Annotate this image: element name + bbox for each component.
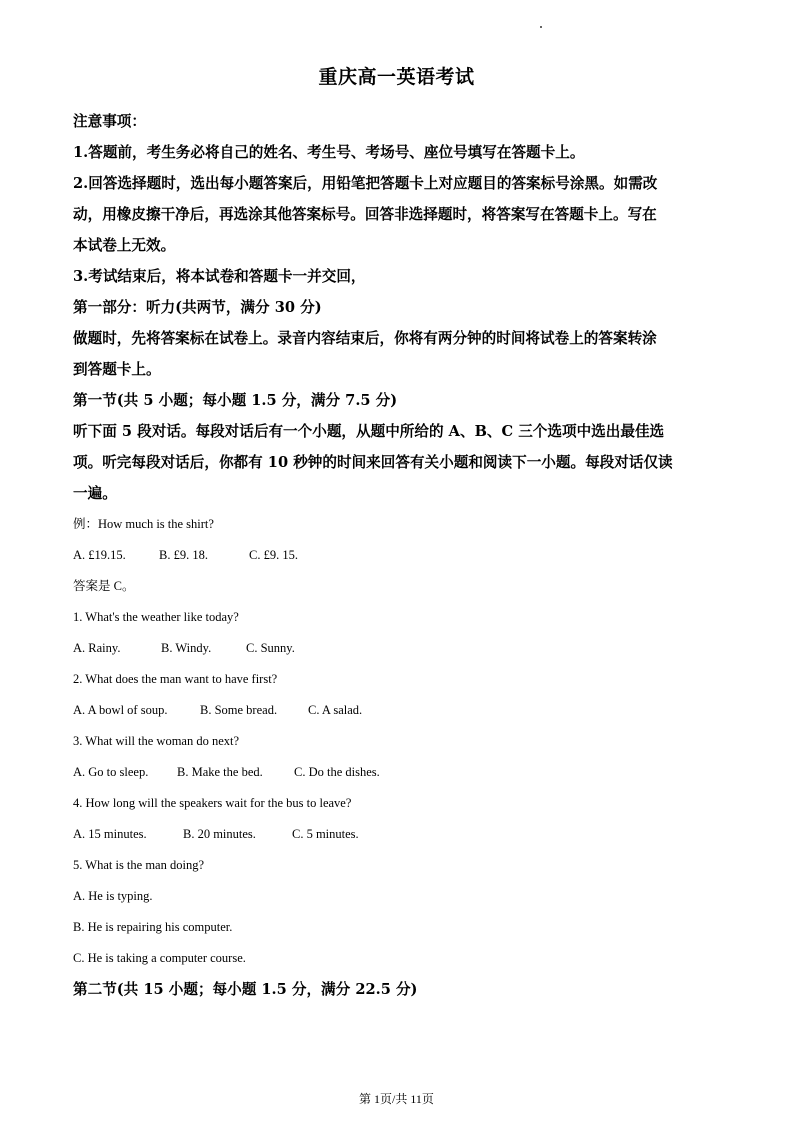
exam-body	[73, 106, 723, 1005]
question-5-option-a: A. He is typing.	[73, 889, 153, 903]
part1-intro-line: 到答题卡上。	[73, 361, 161, 378]
option: C. £9. 15.	[249, 548, 298, 562]
example-question: 例：How much is the shirt?	[73, 517, 214, 531]
notice-heading: 注意事项：	[73, 113, 146, 130]
section2-heading: 第二节(共 15 小题；每小题 1.5 分，满分 22.5 分)	[73, 981, 418, 998]
option: A. A bowl of soup.	[73, 703, 168, 717]
section1-intro-line: 听下面 5 段对话。每段对话后有一个小题，从题中所给的 A、B、C 三个选项中选出最佳选	[73, 423, 665, 440]
page-footer: 第 1页/共 11页	[359, 1092, 434, 1106]
option: B. Windy.	[161, 641, 212, 655]
option: A. Rainy.	[73, 641, 121, 655]
option: B. 20 minutes.	[183, 827, 256, 841]
question-4-options	[73, 819, 723, 850]
notice-line: 2.回答选择题时，选出每小题答案后，用铅笔把答题卡上对应题目的答案标号涂黑。如需改	[73, 175, 658, 192]
option: A. Go to sleep.	[73, 765, 149, 779]
example-answer: 答案是 C。	[73, 579, 135, 593]
question-2: 2. What does the man want to have first?	[73, 672, 278, 686]
notice-line: 本试卷上无效。	[73, 237, 176, 254]
option: B. £9. 18.	[159, 548, 208, 562]
section1-heading: 第一节(共 5 小题；每小题 1.5 分，满分 7.5 分)	[73, 392, 398, 409]
scan-dot	[540, 26, 542, 28]
option: C. 5 minutes.	[292, 827, 359, 841]
question-3-options	[73, 757, 723, 788]
option: A. £19.15.	[73, 548, 126, 562]
option: B. Make the bed.	[177, 765, 263, 779]
section1-intro-line: 项。听完每段对话后，你都有 10 秒钟的时间来回答有关小题和阅读下一小题。每段对话仅读	[73, 454, 673, 471]
option: B. Some bread.	[200, 703, 278, 717]
section1-intro-line: 一遍。	[73, 485, 117, 502]
question-5-option-b: B. He is repairing his computer.	[73, 920, 233, 934]
option: C. Do the dishes.	[294, 765, 380, 779]
question-5-option-c: C. He is taking a computer course.	[73, 951, 246, 965]
option: C. A salad.	[308, 703, 363, 717]
notice-line: 1.答题前，考生务必将自己的姓名、考生号、考场号、座位号填写在答题卡上。	[73, 144, 585, 161]
option: A. 15 minutes.	[73, 827, 147, 841]
question-5: 5. What is the man doing?	[73, 858, 204, 872]
question-4: 4. How long will the speakers wait for the bus to leave?	[73, 796, 352, 810]
question-1: 1. What's the weather like today?	[73, 610, 239, 624]
option: C. Sunny.	[246, 641, 295, 655]
notice-line: 3.考试结束后，将本试卷和答题卡一并交回，	[73, 268, 366, 285]
part1-intro-line: 做题时，先将答案标在试卷上。录音内容结束后，你将有两分钟的时间将试卷上的答案转涂	[73, 330, 657, 347]
page-title: 重庆高一英语考试	[318, 66, 475, 88]
question-2-options	[73, 695, 723, 726]
question-3: 3. What will the woman do next?	[73, 734, 240, 748]
question-1-options	[73, 633, 723, 664]
part1-heading: 第一部分：听力(共两节，满分 30 分)	[73, 299, 322, 316]
example-options	[73, 540, 723, 571]
notice-line: 动，用橡皮擦干净后，再选涂其他答案标号。回答非选择题时，将答案写在答题卡上。写在	[73, 206, 657, 223]
